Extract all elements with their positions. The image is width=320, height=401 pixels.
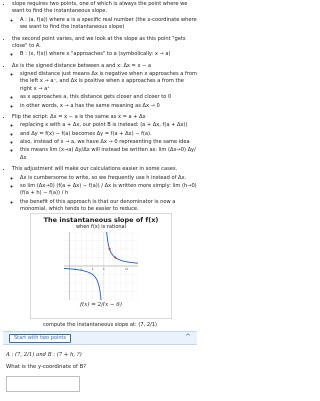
bullet-use-h: ◦ Δx is cumbersome to write, so we frequently use h instead of Δx. [20, 175, 197, 182]
bullet-simpler-limit: ◦ so lim (Δx→0) (f(a + Δx) − f(a)) / Δx is written more simply: lim (h→0) (f(a + h) − f(a)) / h [20, 183, 197, 198]
bullet-same-meaning: ◦ in other words, x → a has the same meaning as Δx → 0 [20, 103, 197, 110]
collapse-chevron-icon[interactable]: ^ [185, 333, 191, 341]
bullet-adjustment: • This adjustment will make our calculations easier in some cases. ◦ Δx is cumbersome to write, so we frequently use h instead of Δx. ◦ so lim (Δx→0) (f(a + Δx) − f(a)) / Δx is written more simply: lim (h→0) (f(a + h) − f(a)) / h ◦ the benefit of this approach is that our denominator is now a monomial, which tends to be easier to reduce. [12, 166, 197, 213]
start-with-two-points-button[interactable]: Start with two points [9, 334, 71, 343]
answer-input[interactable] [6, 376, 80, 392]
tick-label: 4 [91, 268, 94, 271]
step-panel-header [3, 331, 197, 345]
function-formula: f(x) = 2/(x − 6) [80, 302, 122, 308]
bullet-point-b: ◦ B : (x, f(x)) where x "approaches" to a (symbolically: x → a) [20, 51, 197, 58]
bullet-point-a: ◦ A : (a, f(a)) where a is a specific real number (the x-coordinate where we want to find the instantaneous slope) [20, 17, 197, 32]
function-graph [64, 232, 138, 300]
bullet-delta-y: ◦ and Δy = f(x) − f(a) becomes Δy = f(a + Δx) − f(a). [20, 131, 197, 138]
bullet-instead: ◦ also, instead of x → a, we have Δx → 0 representing the same idea [20, 139, 197, 146]
chart-title: The instantaneous slope of f(x) [43, 216, 159, 224]
curve-right-branch [106, 232, 138, 263]
bullet-benefit: ◦ the benefit of this approach is that our denominator is now a monomial, which tends to be easier to reduce. [20, 199, 197, 214]
bullet-second-point: • the second point varies, and we look at the slope as this point "gets close" to A. ◦ B : (x, f(x)) where x "approaches" to a (symbolically: x → a) [12, 36, 197, 59]
tick-label: 6 [103, 268, 105, 271]
bullet-distance-closer: ◦ as x approaches a, this distance gets closer and closer to 0 [20, 94, 197, 101]
data-point [108, 248, 110, 250]
tick-label: 10 [124, 268, 129, 271]
bullet-slope-points: • slope requires two points, one of which is always the point where we want to find the instantaneous slope. ◦ A : (a, f(a)) where a is a specific real number (the x-coordinate where we want to find the instantaneous slope) [12, 1, 197, 32]
bullet-flip-script: • Flip the script: Δx = x − a is the same as x = a + Δx ◦ replacing x with a + Δx, our point B is instead: (a + Δx, f(a + Δx)) ◦ and Δy = f(x) − f(a) becomes Δy = f(a + Δx) − f(a). ◦ also, instead of x → a, we have Δx → 0 representing the same idea ◦ this means lim (x→a) Δy/Δx will instead be written as: lim (Δx→0) Δy/Δx [12, 114, 197, 162]
compute-prompt: compute the instantaneous slope at: (7, 2/1) [42, 322, 158, 328]
data-point [114, 256, 116, 258]
chart-subtitle: when f(x) is rational [75, 224, 127, 230]
chart-card [30, 213, 172, 319]
points-definition: A : (7, 2/1) and B : (7 + h, ?) [6, 352, 82, 358]
bullet-signed-distance: ◦ signed distance just means Δx is negative when x approaches a from the left x → a⁻, and Δx is positive when x approaches a from the right x → a⁺ [20, 71, 197, 93]
bullet-limit-form: ◦ this means lim (x→a) Δy/Δx will instead be written as: lim (Δx→0) Δy/Δx [20, 147, 197, 162]
notes-list [3, 1, 197, 214]
bullet-delta-x: • Δx is the signed distance between a and x: Δx = x − a ◦ signed distance just means Δx is negative when x approaches a from the left x → a⁻, and Δx is positive when x approaches a from the right x → a⁺ ◦ as x approaches a, this distance gets closer and closer to 0 ◦ in other words, x → a has the same meaning as Δx → 0 [12, 63, 197, 110]
tick-label: 2 [80, 268, 82, 271]
tick-label: 1 [74, 268, 77, 271]
question-text: What is the y-coordinate of B? [6, 364, 87, 370]
bullet-replace-x: ◦ replacing x with a + Δx, our point B is instead: (a + Δx, f(a + Δx)) [20, 122, 197, 129]
